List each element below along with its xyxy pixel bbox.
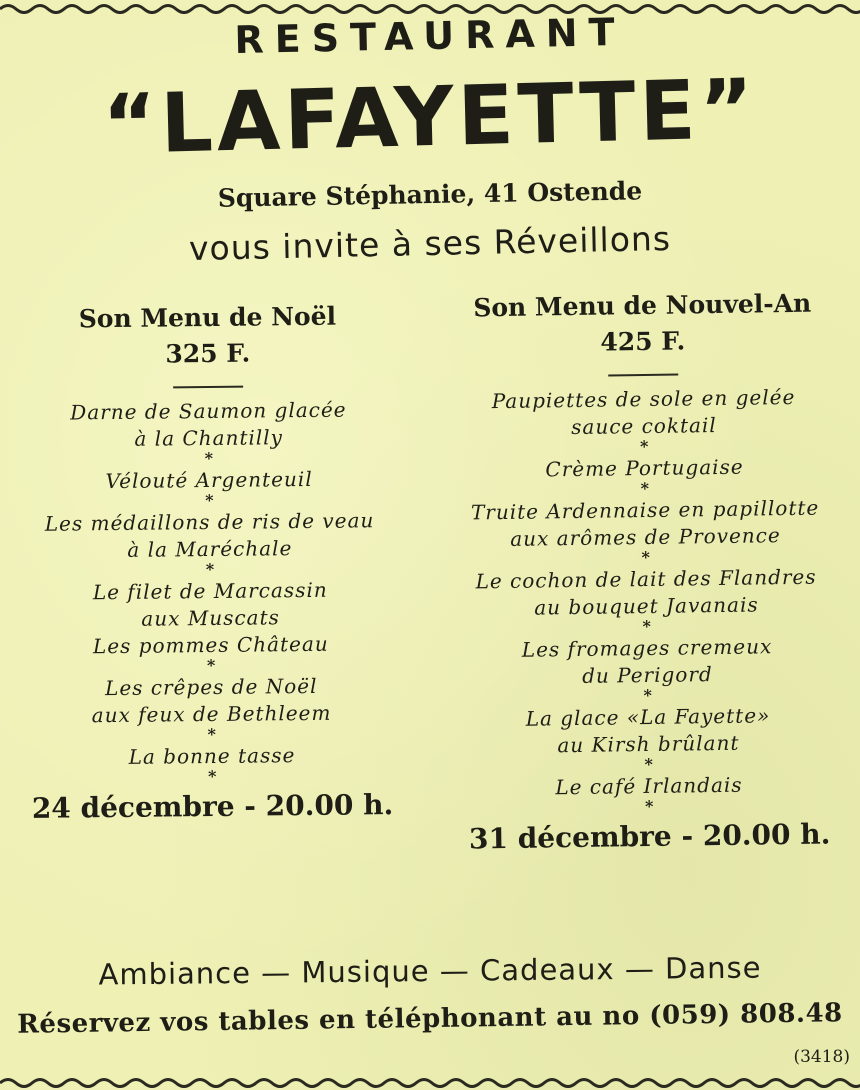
course-line: à la Maréchale xyxy=(127,536,293,562)
course-line: La glace «La Fayette» xyxy=(525,703,771,731)
restaurant-label: RESTAURANT xyxy=(234,9,626,63)
course-line: à la Chantilly xyxy=(134,425,284,451)
menu-date: 31 décembre - 20.00 h. xyxy=(468,817,831,856)
course-separator: * xyxy=(206,655,216,676)
course-line: du Perigord xyxy=(581,662,713,688)
course-separator: * xyxy=(644,796,654,817)
course-separator: * xyxy=(207,766,217,787)
course-separator: * xyxy=(643,685,653,706)
menu-column-nouvel-an xyxy=(428,285,860,860)
divider-rule xyxy=(173,386,243,389)
course-line: au bouquet Javanais xyxy=(534,592,759,620)
course-line: Paupiettes de sole en gelée xyxy=(491,384,796,414)
course-line: La bonne tasse xyxy=(128,743,296,769)
course-separator: * xyxy=(639,436,649,457)
course-separator: * xyxy=(207,724,217,745)
course-separator: * xyxy=(204,448,214,469)
menu-column-noel xyxy=(0,298,423,829)
course-line: Les pommes Château xyxy=(92,631,329,659)
course-line: Le filet de Marcassin xyxy=(92,577,328,605)
course-separator: * xyxy=(644,754,654,775)
invitation-line: vous invite à ses Réveillons xyxy=(188,218,672,269)
course-line: Les crêpes de Noël xyxy=(104,673,318,701)
course-line: aux arômes de Provence xyxy=(510,523,781,551)
course-separator: * xyxy=(642,616,652,637)
course-line: aux Muscats xyxy=(141,605,280,631)
course-line: au Kirsh brûlant xyxy=(557,730,740,758)
restaurant-address: Square Stéphanie, 41 Ostende xyxy=(217,176,643,213)
course-line: Les médaillons de ris de veau xyxy=(44,508,375,536)
ambiance-line: Ambiance — Musique — Cadeaux — Danse xyxy=(98,950,762,992)
course-separator: * xyxy=(641,547,651,568)
course-line: Truite Ardennaise en papillotte xyxy=(470,495,820,525)
divider-rule xyxy=(608,374,678,377)
course-line: Vélouté Argenteuil xyxy=(105,466,313,494)
menu-date: 24 décembre - 20.00 h. xyxy=(31,788,394,825)
course-line: sauce coktail xyxy=(570,412,717,440)
menu-price: 425 F. xyxy=(600,326,686,357)
course-line: aux feux de Bethleem xyxy=(91,700,332,728)
reservation-line: Réservez vos tables en téléphonant au no (059) 808.48 xyxy=(17,998,843,1040)
course-line: Les fromages cremeux xyxy=(521,634,773,662)
reference-number: (3418) xyxy=(793,1047,850,1067)
menu-title: Son Menu de Noël xyxy=(78,301,337,334)
course-separator: * xyxy=(640,478,650,499)
restaurant-name: “LAFAYETTE” xyxy=(101,62,759,173)
course-line: Le cochon de lait des Flandres xyxy=(475,564,817,594)
bottom-wavy-border xyxy=(0,1076,860,1090)
course-line: Darne de Saumon glacée xyxy=(70,397,347,425)
course-line: Crème Portugaise xyxy=(545,454,744,482)
course-line: Le café Irlandais xyxy=(555,772,743,800)
course-separator: * xyxy=(205,490,214,511)
menu-price: 325 F. xyxy=(165,338,251,369)
menu-title: Son Menu de Nouvel-An xyxy=(473,288,812,323)
course-separator: * xyxy=(205,559,215,580)
